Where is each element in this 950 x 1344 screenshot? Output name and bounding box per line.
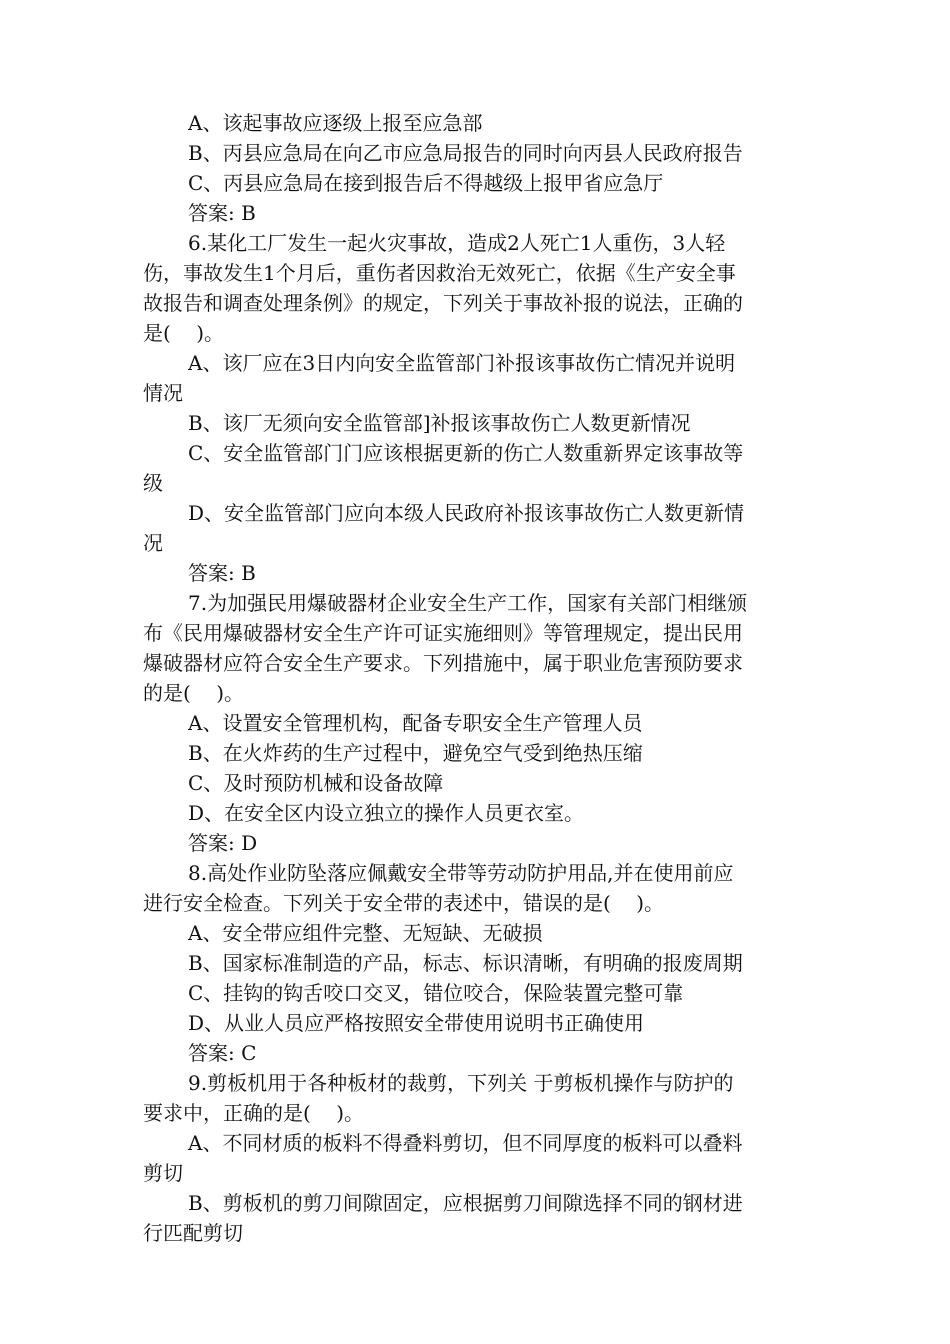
text-line: A、该厂应在3日内向安全监管部门补报该事故伤亡情况并说明 [188,351,736,375]
text-line: C、丙县应急局在接到报告后不得越级上报甲省应急厅 [188,171,664,195]
text-line: 7.为加强民用爆破器材企业安全生产工作，国家有关部门相继颁 [188,591,748,615]
text-line: C、安全监管部门门应该根据更新的伤亡人数重新界定该事故等 [188,441,744,465]
text-line: 爆破器材应符合安全生产要求。下列措施中，属于职业危害预防要求 [143,651,743,675]
text-line: 答案: C [188,1041,257,1065]
text-line: 进行安全检查。下列关于安全带的表述中，错误的是( )。 [143,891,665,915]
text-line: B、该厂无须向安全监管部]补报该事故伤亡人数更新情况 [188,411,691,435]
text-line: 布《民用爆破器材安全生产许可证实施细则》等管理规定，提出民用 [143,621,743,645]
text-line: 伤，事故发生1个月后，重伤者因救治无效死亡，依据《生产安全事 [143,261,736,285]
document-body [143,108,808,1248]
text-line: D、安全监管部门应向本级人民政府补报该事故伤亡人数更新情 [188,501,745,525]
text-line: B、丙县应急局在向乙市应急局报告的同时向丙县人民政府报告 [188,141,743,165]
text-line: A、设置安全管理机构，配备专职安全生产管理人员 [188,711,643,735]
text-line: 9.剪板机用于各种板材的裁剪，下列关 于剪板机操作与防护的 [188,1071,734,1095]
text-line: 答案: B [188,561,256,585]
text-line: C、挂钩的钩舌咬口交叉，错位咬合，保险装置完整可靠 [188,981,684,1005]
text-line: 行匹配剪切 [143,1221,243,1245]
text-line: 8.高处作业防坠落应佩戴安全带等劳动防护用品,并在使用前应 [188,861,734,885]
text-line: A、该起事故应逐级上报至应急部 [188,111,483,135]
text-line: A、不同材质的板料不得叠料剪切，但不同厚度的板料可以叠料 [188,1131,743,1155]
text-line: 故报告和调查处理条例》的规定，下列关于事故补报的说法，正确的 [143,291,743,315]
text-line: 级 [143,471,163,495]
text-line: D、在安全区内设立独立的操作人员更衣室。 [188,801,585,825]
text-line: 况 [143,531,163,555]
text-line: 答案: B [188,201,256,225]
text-line: A、安全带应组件完整、无短缺、无破损 [188,921,543,945]
text-line: 要求中，正确的是( )。 [143,1101,365,1125]
text-line: 情况 [143,381,183,405]
text-line: 6.某化工厂发生一起火灾事故，造成2人死亡1人重伤，3人轻 [188,231,726,255]
text-line: B、在火炸药的生产过程中，避免空气受到绝热压缩 [188,741,643,765]
text-line: D、从业人员应严格按照安全带使用说明书正确使用 [188,1011,645,1035]
text-line: 的是( )。 [143,681,245,705]
text-line: B、剪板机的剪刀间隙固定，应根据剪刀间隙选择不同的钢材进 [188,1191,743,1215]
text-line: C、及时预防机械和设备故障 [188,771,444,795]
text-line: 剪切 [143,1161,183,1185]
text-line: B、国家标准制造的产品，标志、标识清晰，有明确的报废周期 [188,951,743,975]
text-line: 是( )。 [143,321,225,345]
text-line: 答案: D [188,831,258,855]
